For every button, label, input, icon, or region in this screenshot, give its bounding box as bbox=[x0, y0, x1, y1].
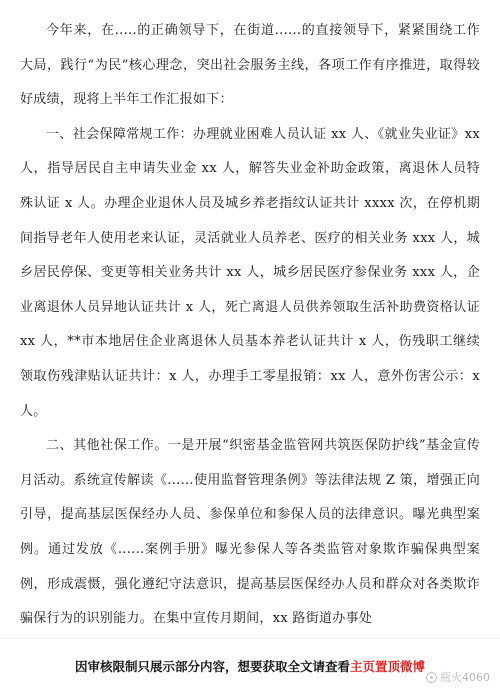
pinned-weibo-link[interactable]: 主页置顶微博 bbox=[350, 659, 426, 674]
watermark bbox=[426, 669, 490, 685]
footer-notice-text: 因审核限制只展示部分内容，想要获取全文请查看 bbox=[74, 659, 350, 674]
footer-notice bbox=[0, 657, 500, 675]
watermark-logo-icon bbox=[426, 672, 437, 683]
footer-banner bbox=[0, 638, 500, 691]
watermark-text: 瓶火4060 bbox=[440, 671, 490, 684]
document-paragraph-social-security: 一、社会保障常规工作：办理就业困难人员认证 xx 人、《就业失业证》xx 人，指导居民自主申请失业金 xx 人，解答失业金补助金政策，离退休人员特殊认证 x 人。办理企业退休人员及城乡养老指纹认证共计 xxxx 次，在停机期间指导老年人使用老来认证，灵活就业人员养老、医疗的相关业务 xxx 人，城乡居民停保、变更等相关业务共计 xx 人，城乡居民医疗参保业务 xxx 人，企业离退休人员异地认证共计 x 人，死亡离退人员供养领取生活补助费资格认证 xx 人，**市本地居住企业离退休人员基本养老认证共计 x 人，伤残职工继续领取伤残津贴认证共计：x 人，办理手工零星报销：xx 人，意外伤害公示：x 人。 bbox=[20, 126, 480, 419]
document-paragraph-other-work: 二、其他社保工作。一是开展“织密基金监管网共筑医保防护线”基金宣传月活动。系统宣传解读《......使用监督管理条例》等法律法规 Z 策，增强正向引导，提高基层医保经办人员、参保单位和参保人员的法律意识。曝光典型案例。通过发放《......案例手册》曝光参保人等各类监管对象欺诈骗保典型案例，形成震慑，强化遵纪守法意识，提高基层医保经办人员和群众对各类欺诈骗保行为的识别能力。在集中宣传月期间，xx 路街道办事处 bbox=[20, 438, 480, 627]
document-paragraph-intro: 今年来，在.....的正确领导下，在街道......的直接领导下，紧紧围绕工作大局，践行“为民”核心理念，突出社会服务主线，各项工作有序推进，取得较好成绩，现将上半年工作汇报如下： bbox=[20, 23, 480, 108]
